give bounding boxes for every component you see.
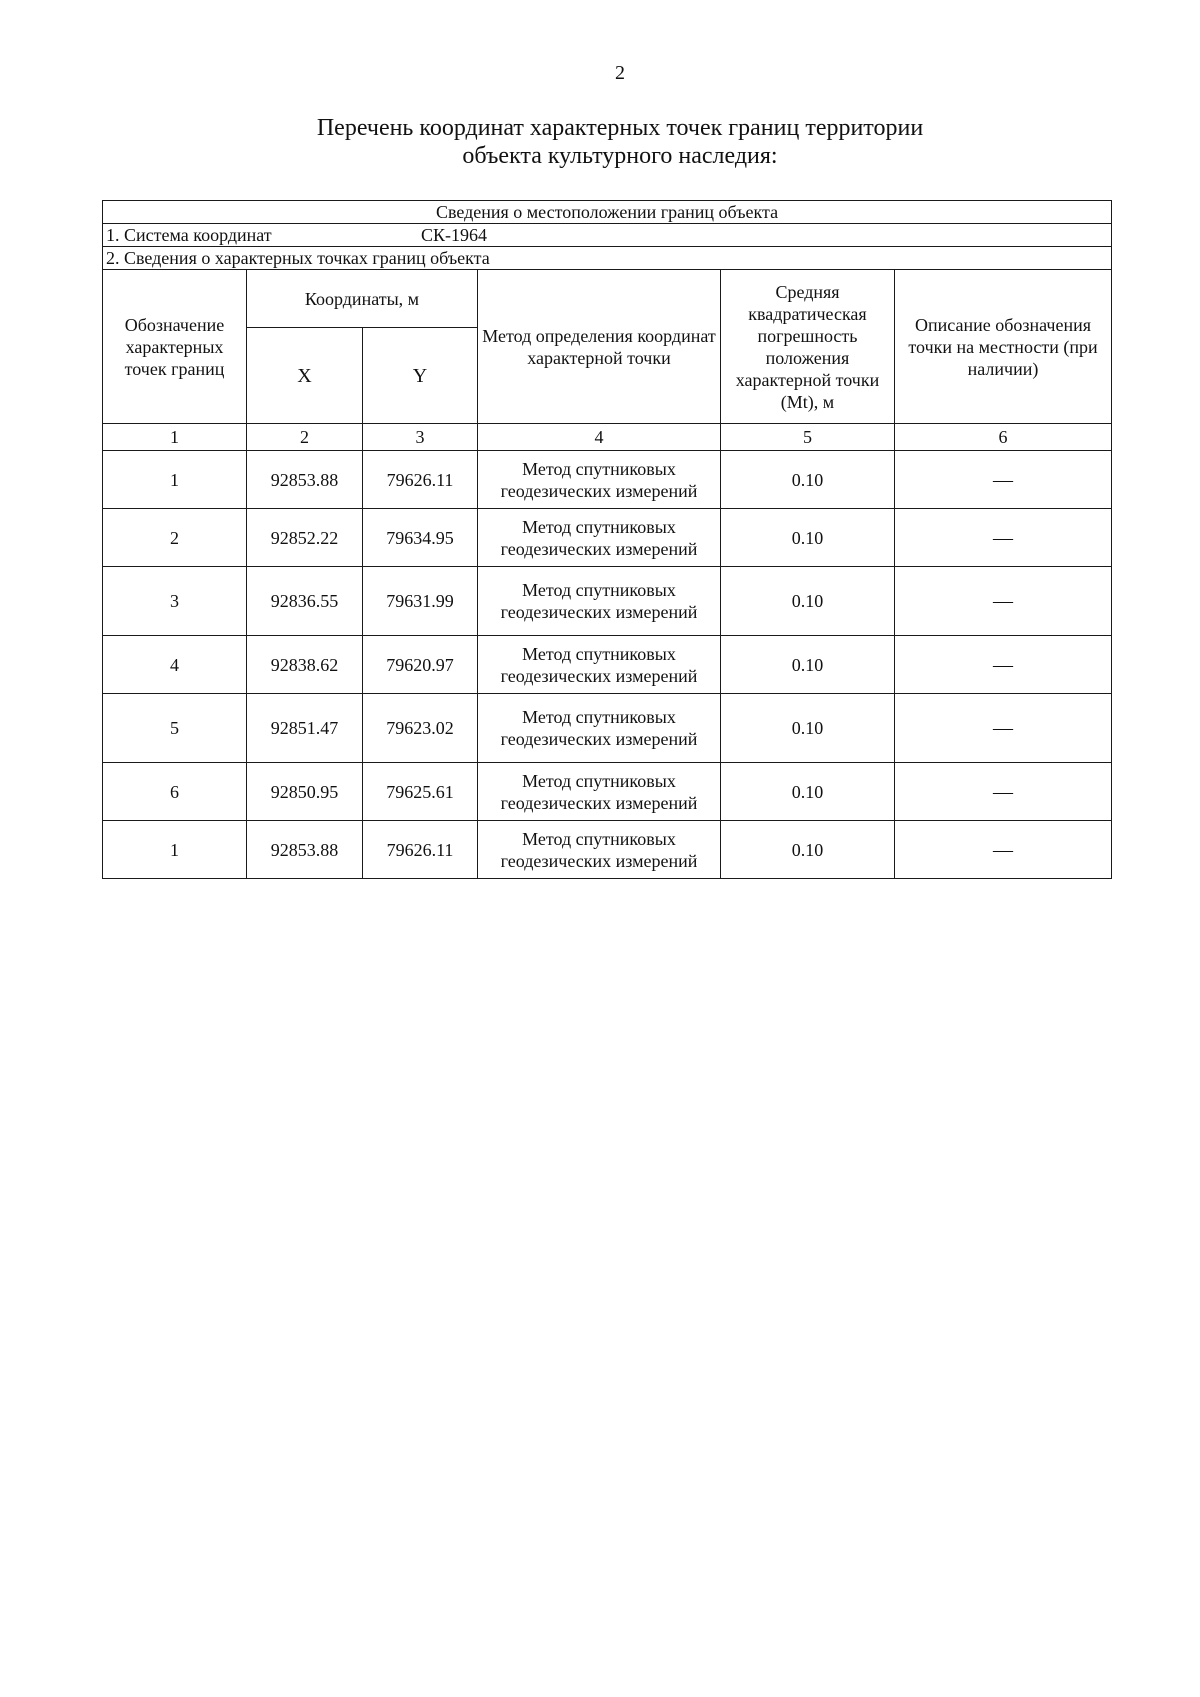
column-number: 6 xyxy=(895,424,1112,451)
point-description: — xyxy=(895,451,1112,509)
coordinate-system-value: СК-1964 xyxy=(421,225,488,245)
page-title-line-1: Перечень координат характерных точек границ территории xyxy=(316,115,924,141)
point-method: Метод спутниковых геодезических измерений xyxy=(478,509,721,567)
point-id: 5 xyxy=(103,694,247,763)
header-description: Описание обозначения точки на местности (при наличии) xyxy=(895,270,1112,424)
table-row xyxy=(103,509,1112,567)
point-id: 3 xyxy=(103,567,247,636)
point-error: 0.10 xyxy=(721,567,895,636)
point-error: 0.10 xyxy=(721,694,895,763)
point-y: 79634.95 xyxy=(363,509,478,567)
point-description: — xyxy=(895,636,1112,694)
point-y: 79623.02 xyxy=(363,694,478,763)
header-error: Средняя квадратическая погрешность положения характерной точки (Mt), м xyxy=(721,270,895,424)
point-method: Метод спутниковых геодезических измерений xyxy=(478,821,721,879)
point-error: 0.10 xyxy=(721,636,895,694)
point-method: Метод спутниковых геодезических измерений xyxy=(478,694,721,763)
points-section-title: 2. Сведения о характерных точках границ объекта xyxy=(103,247,1112,270)
point-x: 92836.55 xyxy=(247,567,363,636)
point-description: — xyxy=(895,509,1112,567)
point-y: 79626.11 xyxy=(363,821,478,879)
point-id: 1 xyxy=(103,451,247,509)
page-title-line-2: объекта культурного наследия: xyxy=(462,143,778,169)
table-row xyxy=(103,636,1112,694)
header-x: X xyxy=(247,328,363,424)
point-description: — xyxy=(895,763,1112,821)
point-error: 0.10 xyxy=(721,509,895,567)
column-number: 1 xyxy=(103,424,247,451)
point-id: 2 xyxy=(103,509,247,567)
column-numbers-row xyxy=(103,424,1112,451)
point-method: Метод спутниковых геодезических измерений xyxy=(478,636,721,694)
header-y: Y xyxy=(363,328,478,424)
point-id: 4 xyxy=(103,636,247,694)
coordinate-system-row xyxy=(103,224,1112,247)
table-row xyxy=(103,821,1112,879)
table-row xyxy=(103,567,1112,636)
point-error: 0.10 xyxy=(721,821,895,879)
point-x: 92852.22 xyxy=(247,509,363,567)
header-method: Метод определения координат характерной точки xyxy=(478,270,721,424)
table-row xyxy=(103,763,1112,821)
point-method: Метод спутниковых геодезических измерений xyxy=(478,763,721,821)
point-error: 0.10 xyxy=(721,763,895,821)
point-x: 92853.88 xyxy=(247,821,363,879)
point-description: — xyxy=(895,567,1112,636)
point-x: 92838.62 xyxy=(247,636,363,694)
coordinate-system-label: 1. Система координат xyxy=(106,225,272,245)
point-y: 79620.97 xyxy=(363,636,478,694)
point-x: 92850.95 xyxy=(247,763,363,821)
point-id: 6 xyxy=(103,763,247,821)
point-y: 79631.99 xyxy=(363,567,478,636)
point-description: — xyxy=(895,694,1112,763)
point-method: Метод спутниковых геодезических измерений xyxy=(478,451,721,509)
point-error: 0.10 xyxy=(721,451,895,509)
coordinates-table xyxy=(102,200,1112,879)
point-description: — xyxy=(895,821,1112,879)
table-row xyxy=(103,694,1112,763)
point-method: Метод спутниковых геодезических измерений xyxy=(478,567,721,636)
point-y: 79625.61 xyxy=(363,763,478,821)
page-title xyxy=(0,114,1200,170)
table-row xyxy=(103,451,1112,509)
column-number: 3 xyxy=(363,424,478,451)
column-number: 5 xyxy=(721,424,895,451)
column-number: 2 xyxy=(247,424,363,451)
header-designation: Обозначение характерных точек границ xyxy=(103,270,247,424)
point-x: 92853.88 xyxy=(247,451,363,509)
point-y: 79626.11 xyxy=(363,451,478,509)
page-number: 2 xyxy=(615,62,625,84)
section-title: Сведения о местоположении границ объекта xyxy=(103,201,1112,224)
column-number: 4 xyxy=(478,424,721,451)
point-x: 92851.47 xyxy=(247,694,363,763)
point-id: 1 xyxy=(103,821,247,879)
header-coordinates: Координаты, м xyxy=(247,270,478,328)
